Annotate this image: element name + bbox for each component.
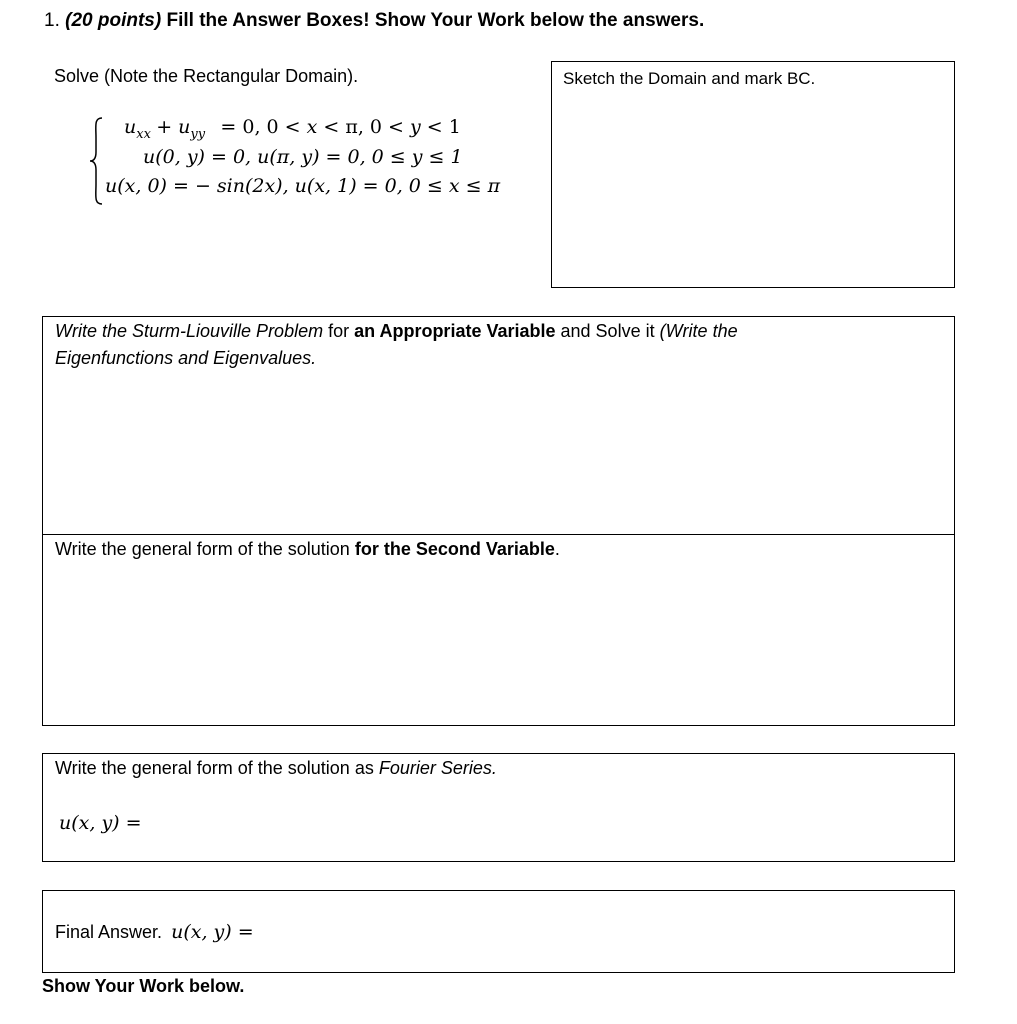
sturm-part3: an Appropriate Variable: [354, 321, 556, 341]
sketch-domain-label: Sketch the Domain and mark BC.: [563, 69, 816, 88]
question-number: 1.: [44, 10, 60, 31]
sketch-domain-box[interactable]: [551, 61, 955, 288]
fourier-part1: Write the general form of the solution as: [55, 758, 379, 778]
sturm-part5: (Write the Eigenfunctions and Eigenvalues.: [55, 321, 738, 368]
equation-bc-y: u(x, 0) = − sin(2x), u(x, 1) = 0, 0 ≤ x ≤ π: [105, 175, 501, 197]
fourier-prompt: [55, 755, 497, 782]
show-work-label: Show Your Work below.: [42, 976, 245, 996]
final-answer-label: Final Answer.: [55, 922, 163, 942]
system-brace: [88, 116, 104, 206]
solve-label: Solve (Note the Rectangular Domain).: [54, 66, 359, 86]
second-variable-box[interactable]: [42, 534, 955, 726]
sturm-part2: for: [323, 321, 355, 341]
sturm-part1: Write the Sturm-Liouville Problem: [55, 321, 324, 341]
second-part2: for the Second Variable: [354, 539, 555, 559]
second-part3: .: [554, 539, 560, 559]
second-part1: Write the general form of the solution: [55, 539, 355, 559]
fourier-part2: Fourier Series.: [378, 758, 497, 778]
question-points: (20 points): [65, 10, 162, 31]
final-answer-expression: u(x, y) =: [171, 921, 254, 943]
fourier-series-box[interactable]: [42, 753, 955, 862]
question-instructions: Fill the Answer Boxes! Show Your Work below the answers.: [166, 10, 705, 31]
equation-pde: $u_{xx} + u_{yy} = 0$, 0 < x < π, 0 < y < 1: [124, 116, 461, 142]
equation-bc-x: u(0, y) = 0, u(π, y) = 0, 0 ≤ y ≤ 1: [143, 146, 463, 168]
fourier-expression: u(x, y) =: [59, 812, 142, 834]
question-title: [44, 10, 704, 32]
sturm-part4: and Solve it: [555, 321, 660, 341]
sturm-liouville-prompt: [55, 318, 855, 372]
final-answer-box[interactable]: [42, 890, 955, 973]
sturm-liouville-box[interactable]: [42, 316, 955, 535]
final-answer-line: [55, 919, 254, 946]
second-variable-prompt: [55, 536, 560, 563]
